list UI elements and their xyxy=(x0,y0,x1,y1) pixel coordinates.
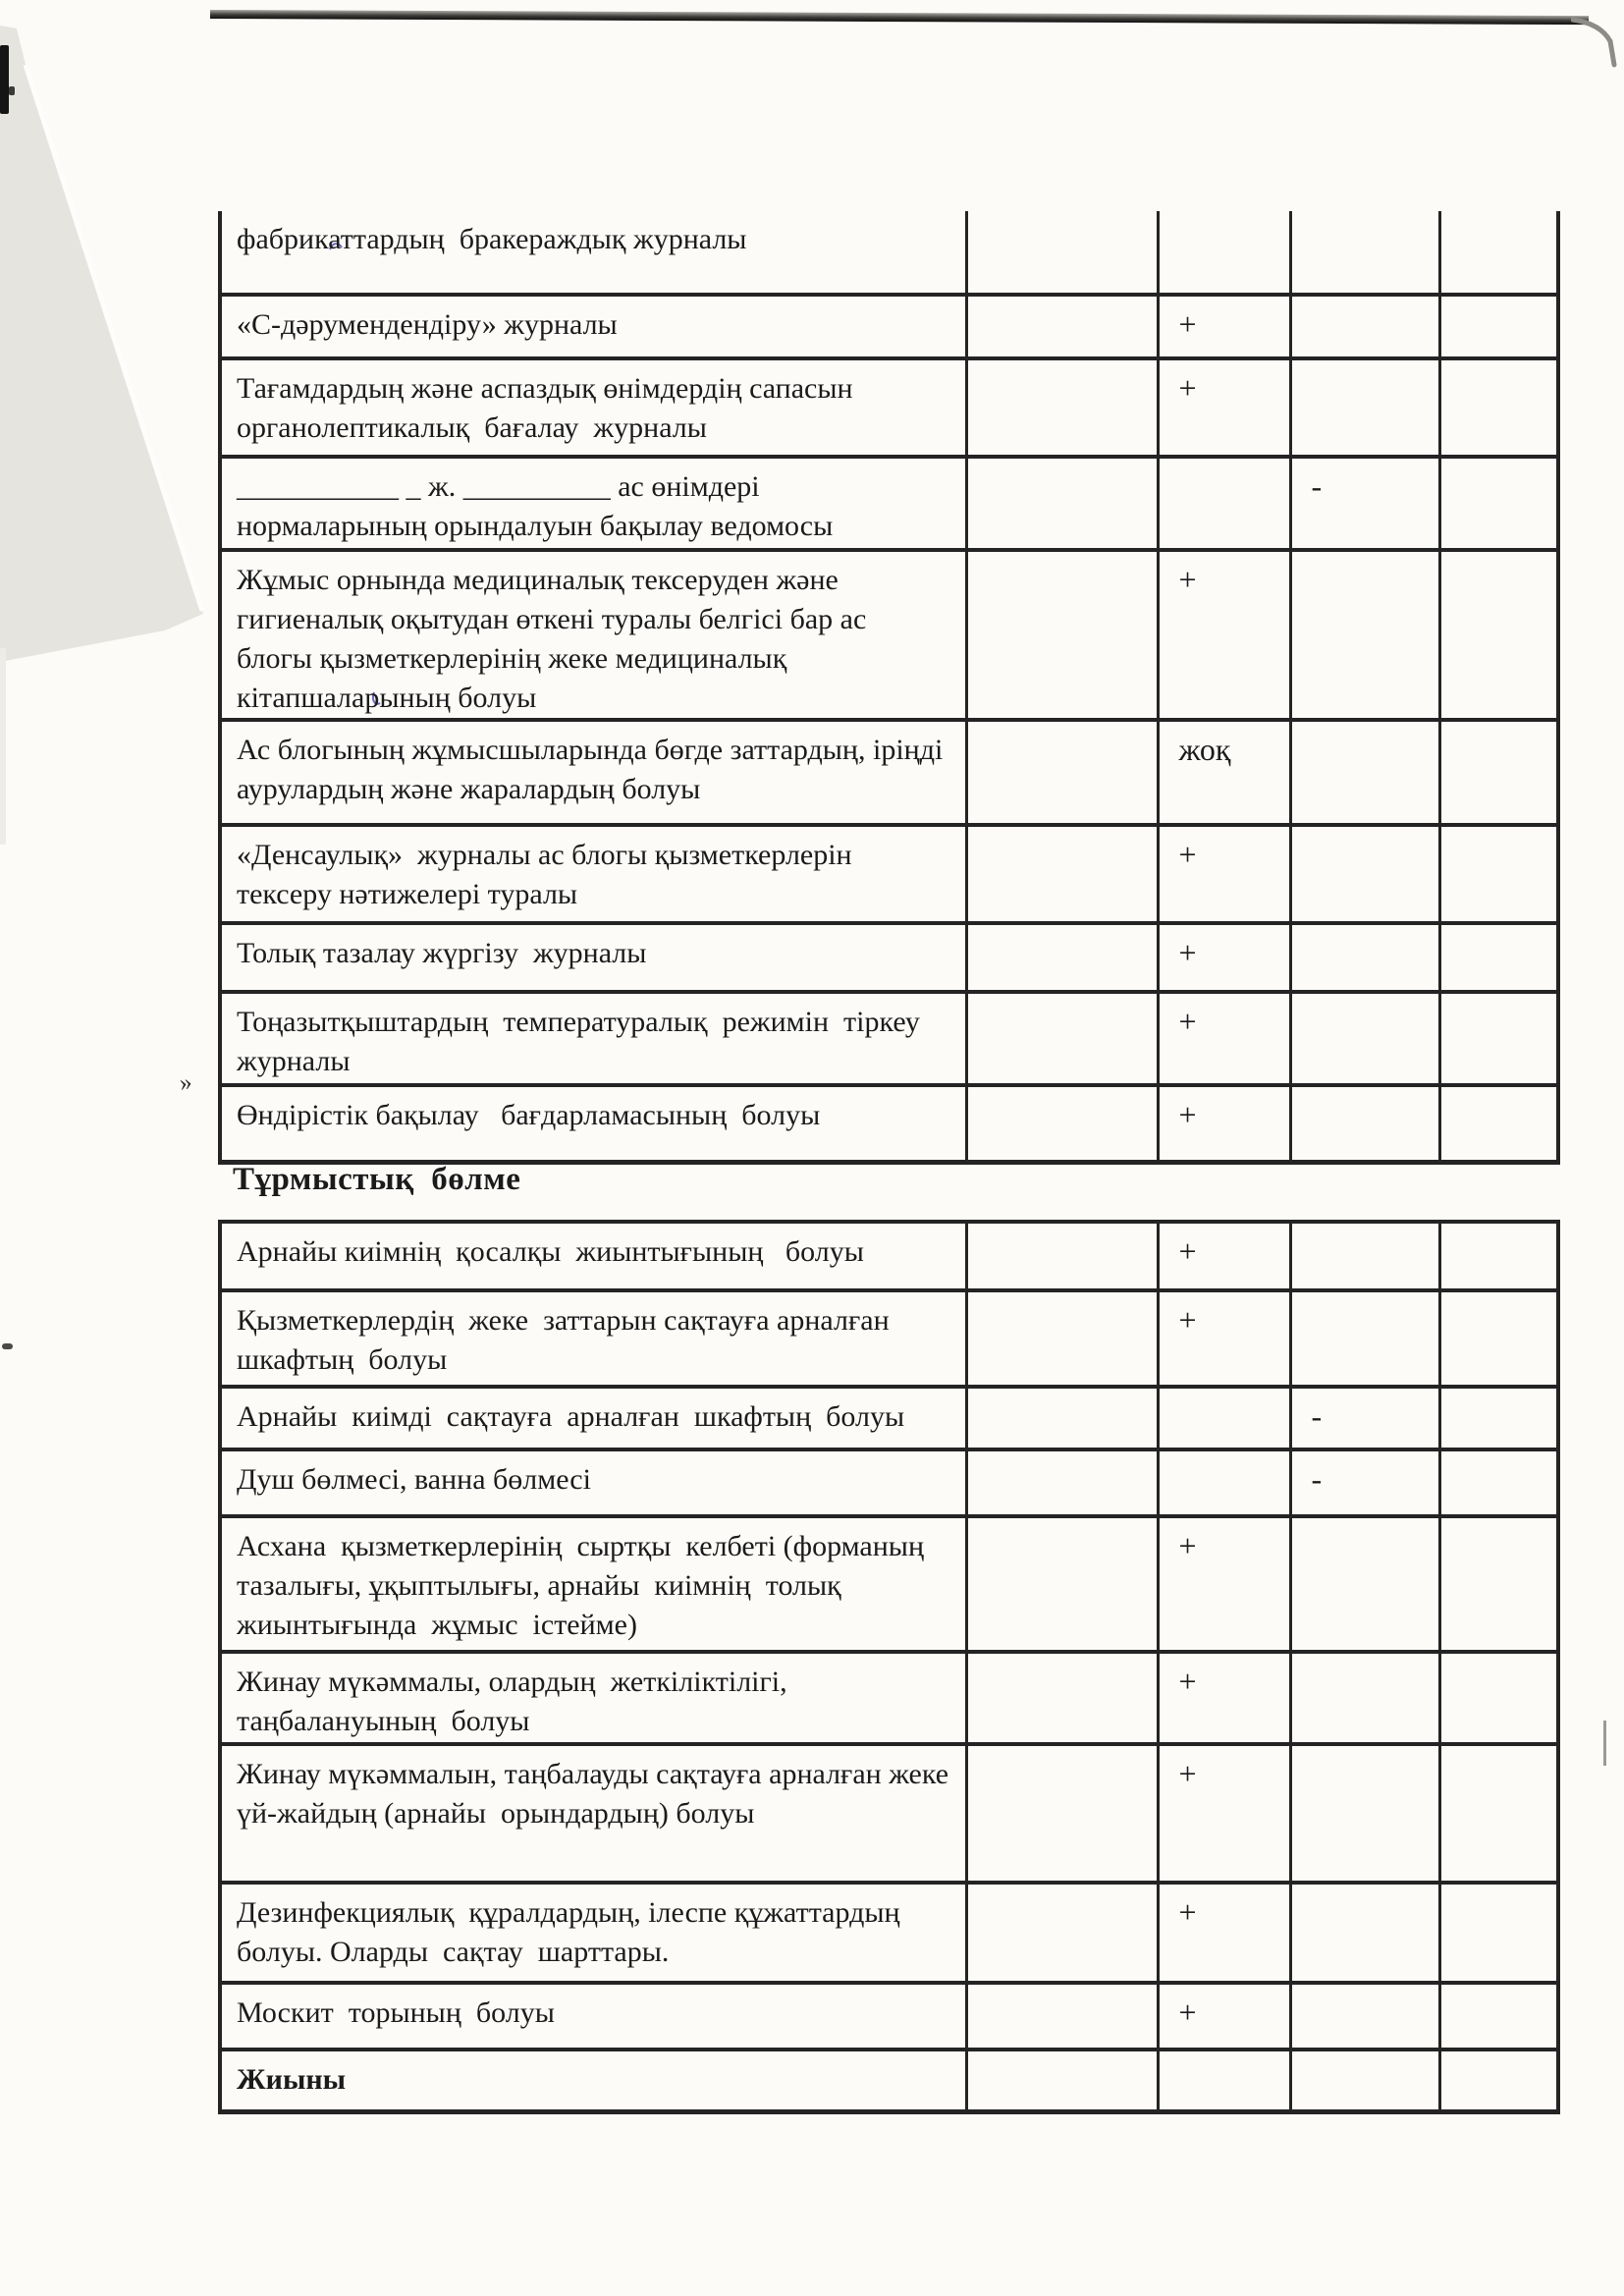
table-row xyxy=(220,720,1558,825)
mark-cell: - xyxy=(1290,1387,1439,1449)
table-row xyxy=(220,1290,1558,1387)
mark-cell: + xyxy=(1158,1983,1290,2050)
row-label: Дезинфекциялық құралдардың, ілеспе құжаттардың болуы. Оларды сақтау шарттары. xyxy=(220,1883,966,1983)
section-header: Тұрмыстық бөлме xyxy=(233,1162,521,1197)
row-label: Тоңазытқыштардың температуралық режимін тіркеу журналы xyxy=(220,992,966,1085)
table-row xyxy=(220,1983,1558,2050)
checklist-table-production xyxy=(218,211,1560,1165)
mark-cell: + xyxy=(1158,923,1290,992)
mark-cell: + xyxy=(1158,1652,1290,1744)
row-label: Тағамдардың және аспаздық өнімдердің сапасын органолептикалық бағалау журналы xyxy=(220,358,966,457)
mark-cell xyxy=(966,825,1158,923)
mark-cell: - xyxy=(1290,1449,1439,1516)
scan-edge-bar-artifact xyxy=(210,10,1589,25)
mark-cell xyxy=(1439,1744,1558,1883)
table-row xyxy=(220,825,1558,923)
mark-cell xyxy=(1290,295,1439,358)
mark-cell: + xyxy=(1158,1290,1290,1387)
row-label: Арнайы киімнің қосалқы жиынтығының болуы xyxy=(220,1222,966,1290)
mark-cell xyxy=(1439,1516,1558,1652)
mark-cell xyxy=(1158,211,1290,295)
mark-cell xyxy=(1158,2050,1290,2111)
mark-cell: + xyxy=(1158,1085,1290,1162)
mark-cell xyxy=(1290,1085,1439,1162)
mark-cell xyxy=(1439,923,1558,992)
mark-cell xyxy=(1439,1883,1558,1983)
mark-cell xyxy=(1439,1290,1558,1387)
table-row xyxy=(220,1222,1558,1290)
mark-cell xyxy=(1290,1516,1439,1652)
scan-dot-artifact xyxy=(2,1343,13,1349)
mark-cell xyxy=(1439,825,1558,923)
mark-cell xyxy=(966,720,1158,825)
row-label: Жұмыс орнында медициналық тексеруден және гигиеналық оқытудан өткені туралы белгісі бар ас блогы қызметкерлерінің жеке медициналық кітапшаларының болуы xyxy=(220,550,966,720)
mark-cell xyxy=(1439,1983,1558,2050)
mark-cell xyxy=(966,358,1158,457)
checklist-table-household xyxy=(218,1220,1560,2114)
table-row xyxy=(220,1652,1558,1744)
row-label: ___________ _ ж. __________ ас өнімдері нормаларының орындалуын бақылау ведомосы xyxy=(220,457,966,550)
table-row xyxy=(220,211,1558,295)
mark-cell xyxy=(966,1290,1158,1387)
mark-cell xyxy=(1290,358,1439,457)
table-row xyxy=(220,992,1558,1085)
row-label: Душ бөлмесі, ванна бөлмесі xyxy=(220,1449,966,1516)
mark-cell xyxy=(966,992,1158,1085)
mark-cell xyxy=(966,1085,1158,1162)
mark-cell xyxy=(966,1449,1158,1516)
row-label: Асхана қызметкерлерінің сыртқы келбеті (форманың тазалығы, ұқыптылығы, арнайы киімнің толық жиынтығында жұмыс істейме) xyxy=(220,1516,966,1652)
mark-cell xyxy=(966,1744,1158,1883)
mark-cell xyxy=(1439,358,1558,457)
row-label: Ас блогының жұмысшыларында бөгде заттардың, іріңді аурулардың және жаралардың болуы xyxy=(220,720,966,825)
mark-cell xyxy=(1290,923,1439,992)
mark-cell xyxy=(1439,1387,1558,1449)
mark-cell xyxy=(1439,550,1558,720)
mark-cell xyxy=(1439,2050,1558,2111)
mark-cell xyxy=(1290,1290,1439,1387)
mark-cell: + xyxy=(1158,1744,1290,1883)
table-row xyxy=(220,923,1558,992)
table-row xyxy=(220,1883,1558,1983)
mark-cell xyxy=(1290,825,1439,923)
mark-cell xyxy=(966,1983,1158,2050)
row-label-total: Жиыны xyxy=(220,2050,966,2111)
mark-cell: + xyxy=(1158,825,1290,923)
table-row xyxy=(220,1516,1558,1652)
mark-cell xyxy=(1439,720,1558,825)
mark-cell: + xyxy=(1158,992,1290,1085)
mark-cell: + xyxy=(1158,295,1290,358)
mark-cell xyxy=(1439,992,1558,1085)
table-row xyxy=(220,1387,1558,1449)
table-row xyxy=(220,2050,1558,2111)
mark-cell xyxy=(1290,1983,1439,2050)
mark-cell xyxy=(1158,1449,1290,1516)
mark-cell xyxy=(966,550,1158,720)
mark-cell xyxy=(1290,1652,1439,1744)
row-label: Жинау мүкәммалы, олардың жеткіліктілігі, таңбалануының болуы xyxy=(220,1652,966,1744)
mark-cell xyxy=(1439,295,1558,358)
mark-cell xyxy=(966,2050,1158,2111)
mark-cell xyxy=(1158,457,1290,550)
table-row xyxy=(220,1085,1558,1162)
mark-cell: + xyxy=(1158,550,1290,720)
mark-cell: + xyxy=(1158,1516,1290,1652)
mark-cell xyxy=(1439,1085,1558,1162)
table-row xyxy=(220,457,1558,550)
mark-cell: жоқ xyxy=(1158,720,1290,825)
mark-cell xyxy=(1439,211,1558,295)
mark-cell xyxy=(966,1516,1158,1652)
scan-right-edge-artifact xyxy=(1603,1721,1606,1766)
mark-cell xyxy=(1158,1387,1290,1449)
mark-cell xyxy=(1290,1883,1439,1983)
mark-cell xyxy=(1290,720,1439,825)
mark-cell xyxy=(966,295,1158,358)
table-row xyxy=(220,295,1558,358)
mark-cell xyxy=(1439,1222,1558,1290)
row-label: Арнайы киімді сақтауға арналған шкафтың болуы xyxy=(220,1387,966,1449)
mark-cell xyxy=(1290,2050,1439,2111)
mark-cell xyxy=(1290,992,1439,1085)
row-label: Москит торының болуы xyxy=(220,1983,966,2050)
mark-cell xyxy=(966,923,1158,992)
mark-cell xyxy=(966,211,1158,295)
mark-cell xyxy=(966,1652,1158,1744)
table-row xyxy=(220,358,1558,457)
mark-cell: - xyxy=(1290,457,1439,550)
mark-cell xyxy=(966,1883,1158,1983)
mark-cell xyxy=(966,1222,1158,1290)
mark-cell: + xyxy=(1158,358,1290,457)
row-label: Жинау мүкәммалын, таңбалауды сақтауға арналған жеке үй-жайдың (арнайы орындардың) болуы xyxy=(220,1744,966,1883)
mark-cell: + xyxy=(1158,1883,1290,1983)
scan-corner-hook-artifact xyxy=(1571,14,1624,69)
table-row xyxy=(220,1744,1558,1883)
mark-cell xyxy=(1290,550,1439,720)
row-label: Өндірістік бақылау бағдарламасының болуы xyxy=(220,1085,966,1162)
scan-left-shadow-artifact xyxy=(0,0,226,884)
row-label: «Денсаулық» журналы ас блогы қызметкерлерін тексеру нәтижелері туралы xyxy=(220,825,966,923)
table-row xyxy=(220,1449,1558,1516)
row-label: «С-дәрумендендіру» журналы xyxy=(220,295,966,358)
mark-cell xyxy=(1439,1652,1558,1744)
mark-cell xyxy=(966,1387,1158,1449)
mark-cell xyxy=(1439,1449,1558,1516)
mark-cell xyxy=(966,457,1158,550)
table-row xyxy=(220,550,1558,720)
mark-cell xyxy=(1290,1744,1439,1883)
stray-print-mark: » xyxy=(178,1068,194,1097)
mark-cell xyxy=(1290,211,1439,295)
row-label: Толық тазалау жүргізу журналы xyxy=(220,923,966,992)
mark-cell xyxy=(1290,1222,1439,1290)
mark-cell: + xyxy=(1158,1222,1290,1290)
row-label: фабрикаттардың бракераждық журналы xyxy=(220,211,966,295)
row-label: Қызметкерлердің жеке заттарын сақтауға арналған шкафтың болуы xyxy=(220,1290,966,1387)
mark-cell xyxy=(1439,457,1558,550)
